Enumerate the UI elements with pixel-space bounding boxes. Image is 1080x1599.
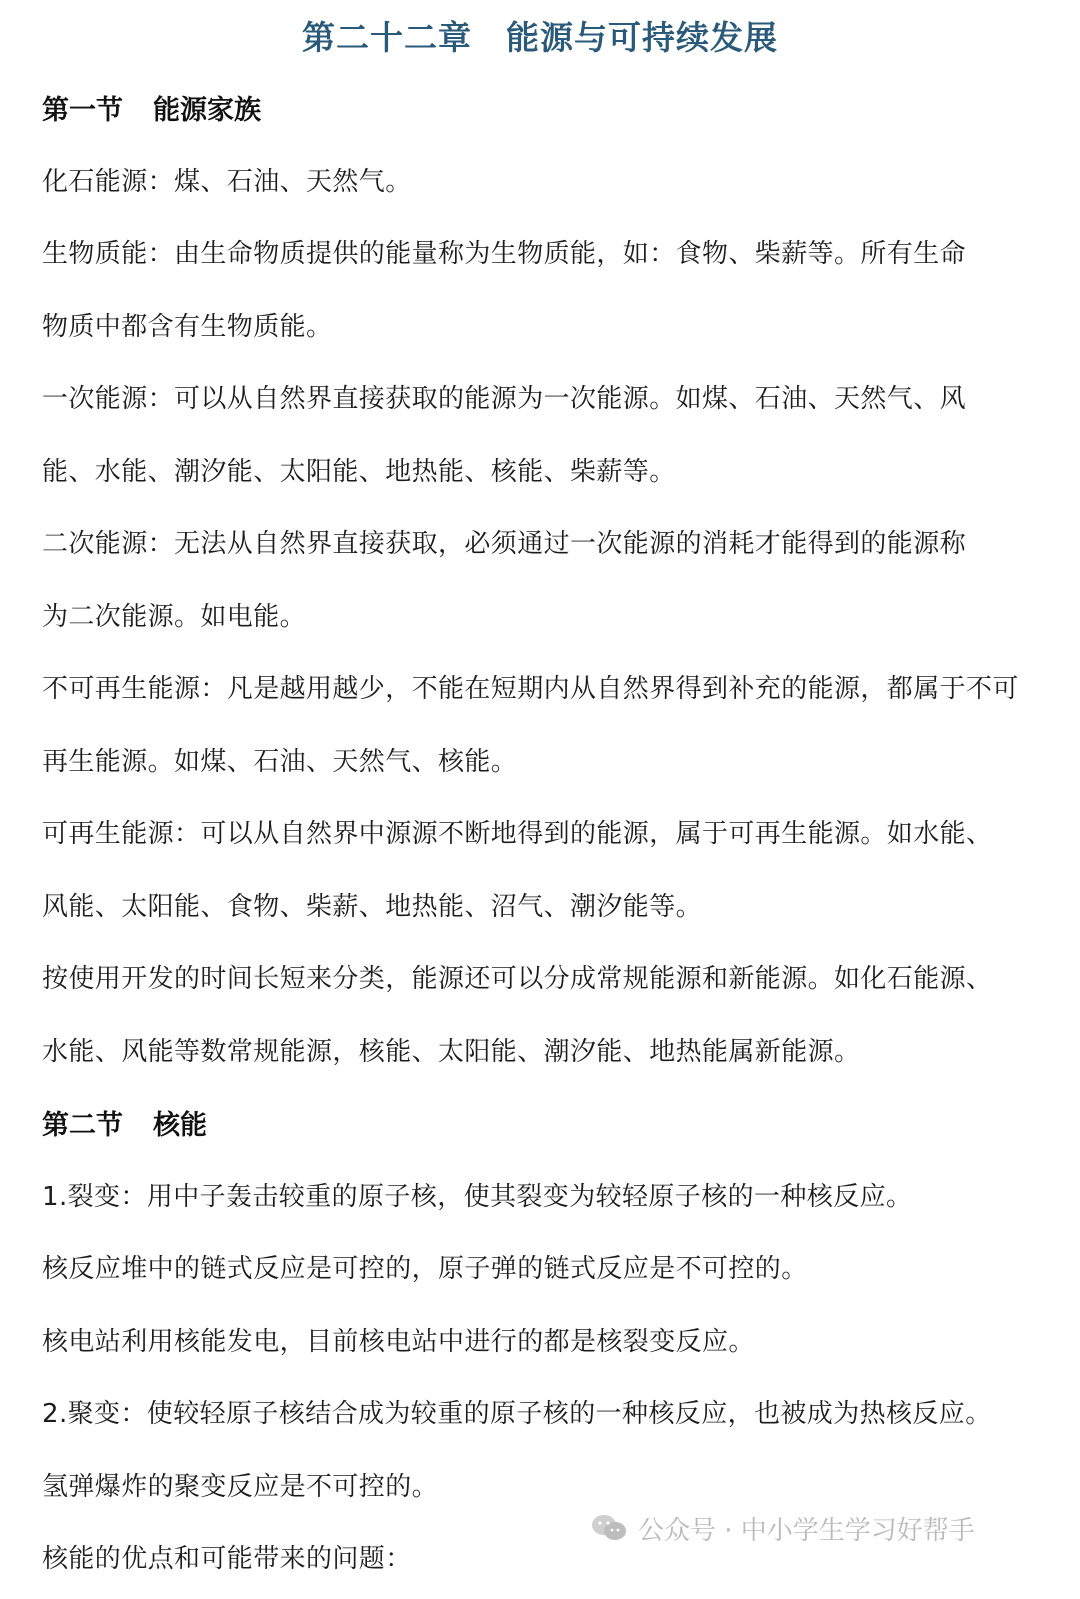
- section-name: 能源家族: [153, 95, 261, 126]
- watermark-text: 公众号 · 中小学生学习好帮手: [638, 1515, 975, 1546]
- paragraph-line: 一次能源：可以从自然界直接获取的能源为一次能源。如煤、石油、天然气、风: [42, 384, 967, 414]
- paragraph-line: 按使用开发的时间长短来分类，能源还可以分成常规能源和新能源。如化石能源、: [42, 964, 993, 994]
- paragraph-line: 风能、太阳能、食物、柴薪、地热能、沼气、潮汐能等。: [42, 892, 703, 922]
- chapter-title: [0, 12, 1080, 59]
- paragraph-line: 物质中都含有生物质能。: [42, 312, 333, 342]
- watermark: [590, 1508, 975, 1548]
- paragraph-line: 不可再生能源：凡是越用越少，不能在短期内从自然界得到补充的能源，都属于不可: [42, 674, 1019, 704]
- paragraph-line: 可再生能源：可以从自然界中源源不断地得到的能源，属于可再生能源。如水能、: [42, 819, 993, 849]
- section-number: 第一节: [42, 95, 123, 126]
- wechat-icon: [590, 1513, 628, 1543]
- paragraph-line: 核能的优点和可能带来的问题：: [42, 1544, 412, 1574]
- section-name: 核能: [153, 1110, 207, 1141]
- paragraph-line: 化石能源：煤、石油、天然气。: [42, 167, 412, 197]
- paragraph-line: 核电站利用核能发电，目前核电站中进行的都是核裂变反应。: [42, 1327, 755, 1357]
- section-number: 第二节: [42, 1110, 123, 1141]
- paragraph-line: 生物质能：由生命物质提供的能量称为生物质能，如：食物、柴薪等。所有生命: [42, 239, 967, 269]
- section-heading-2: [42, 1103, 207, 1142]
- paragraph-line: 再生能源。如煤、石油、天然气、核能。: [42, 747, 518, 777]
- section-heading-1: [42, 88, 261, 127]
- chapter-name: 能源与可持续发展: [506, 18, 778, 57]
- paragraph-line: 为二次能源。如电能。: [42, 602, 307, 632]
- paragraph-line: 水能、风能等数常规能源，核能、太阳能、潮汐能、地热能属新能源。: [42, 1037, 861, 1067]
- paragraph-line: 二次能源：无法从自然界直接获取，必须通过一次能源的消耗才能得到的能源称: [42, 529, 967, 559]
- paragraph-line: 氢弹爆炸的聚变反应是不可控的。: [42, 1472, 439, 1502]
- paragraph-line: 能、水能、潮汐能、太阳能、地热能、核能、柴薪等。: [42, 457, 676, 487]
- paragraph-line: 1.裂变：用中子轰击较重的原子核，使其裂变为较轻原子核的一种核反应。: [42, 1182, 913, 1212]
- paragraph-line: 核反应堆中的链式反应是可控的，原子弹的链式反应是不可控的。: [42, 1254, 808, 1284]
- chapter-number: 第二十二章: [302, 18, 472, 57]
- paragraph-line: 2.聚变：使较轻原子核结合成为较重的原子核的一种核反应，也被成为热核反应。: [42, 1399, 992, 1429]
